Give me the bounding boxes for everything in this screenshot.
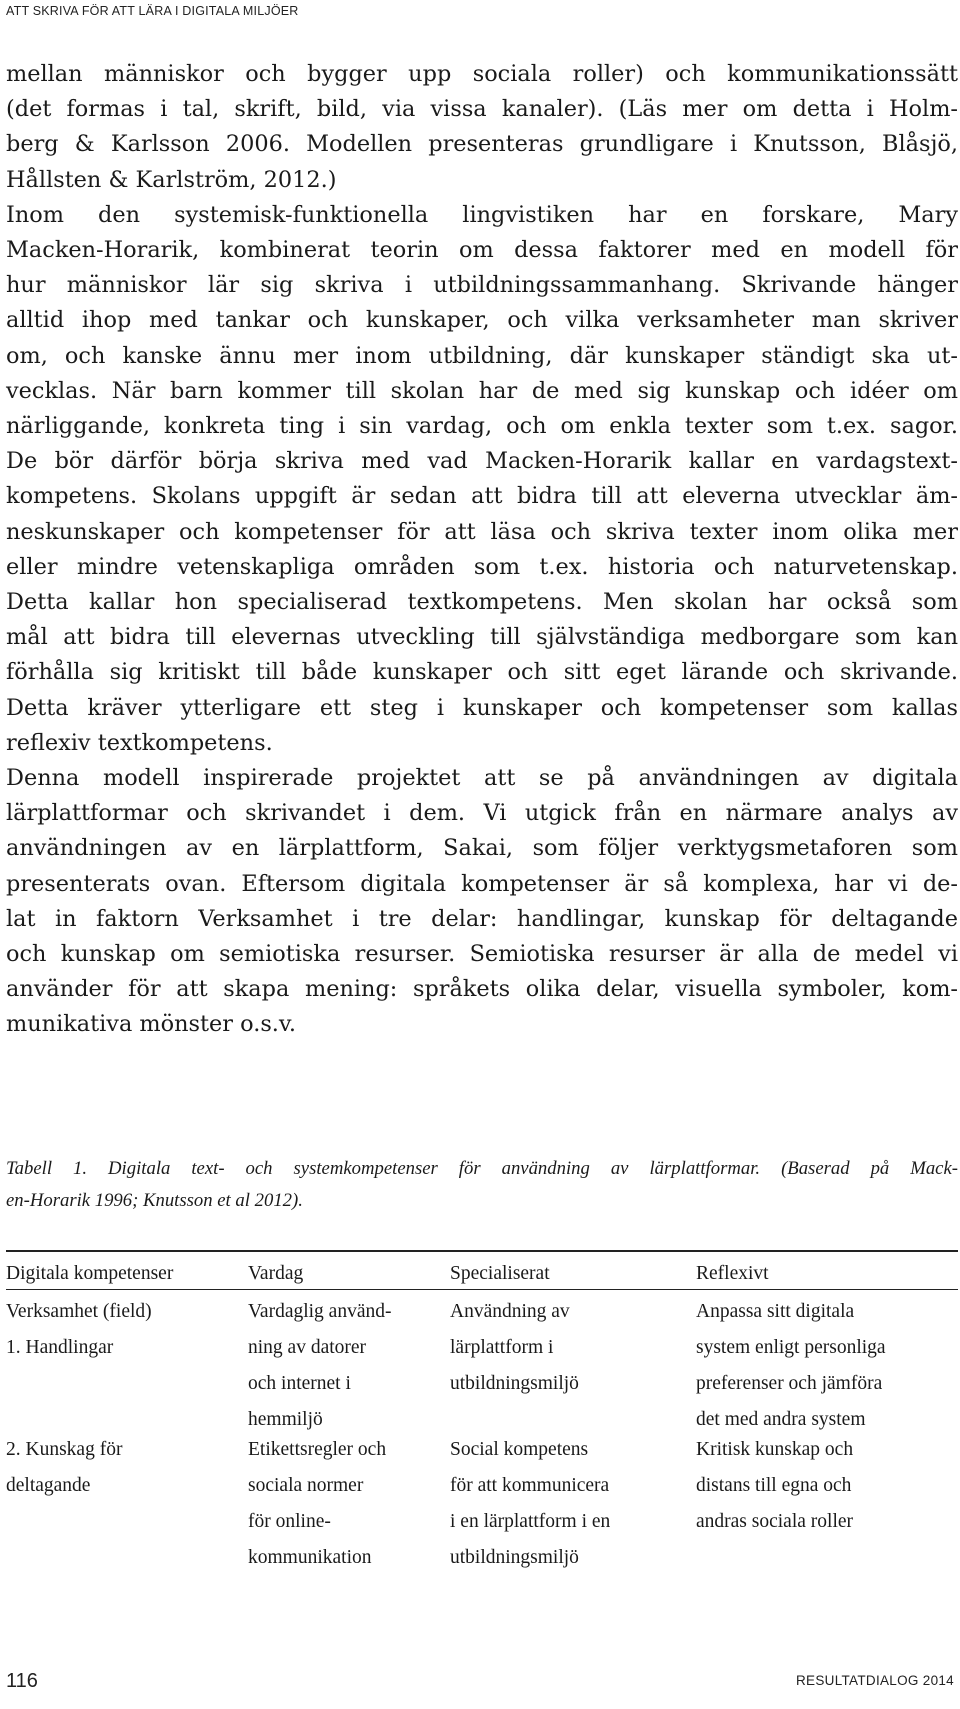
- text-line: vecklas. När barn kommer till skolan har de med sig kunskap och idéer om: [6, 377, 958, 404]
- body-text: [6, 57, 958, 1043]
- table-header-competences: Digitala kompetenser: [6, 1263, 174, 1284]
- text-line: om, och kanske ännu mer inom utbildning, där kunskaper ständigt ska ut-: [6, 342, 958, 369]
- table-cell-line: ning av datorer: [248, 1337, 367, 1358]
- text-line: Hållsten & Karlström, 2012.): [6, 166, 337, 193]
- text-line: lat in faktorn Verksamhet i tre delar: handlingar, kunskap för deltagande: [6, 905, 958, 932]
- text-line: Inom den systemisk-funktionella lingvistiken har en forskare, Mary: [6, 201, 958, 228]
- table-cell-line: utbildningsmiljö: [450, 1373, 579, 1394]
- text-line: De bör därför börja skriva med vad Macken-Horarik kallar en vardagstext-: [6, 448, 958, 475]
- table-cell: [450, 1294, 579, 1402]
- text-line: presenterats ovan. Eftersom digitala kompetenser är så komplexa, har vi de-: [6, 870, 958, 897]
- text-line: hur människor lär sig skriva i utbildningssammanhang. Skrivande hänger: [6, 272, 958, 299]
- table-cell-line: Etikettsregler och: [248, 1439, 387, 1460]
- table-cell-line: Användning av: [450, 1301, 570, 1322]
- text-line: lärplattformar och skrivandet i dem. Vi utgick från en närmare analys av: [6, 800, 958, 827]
- table-top-rule: [6, 1250, 958, 1252]
- text-line: kompetens. Skolans uppgift är sedan att bidra till att eleverna utvecklar äm-: [6, 483, 958, 510]
- table-cell-line: hemmiljö: [248, 1409, 323, 1430]
- table-cell-line: system enligt personliga: [696, 1337, 886, 1358]
- table-cell: [450, 1432, 610, 1576]
- text-line: (det formas i tal, skrift, bild, via vissa kanaler). (Läs mer om detta i Holm-: [6, 96, 958, 123]
- table-cell-line: utbildningsmiljö: [450, 1547, 579, 1568]
- table-cell-line: 1. Handlingar: [6, 1337, 114, 1358]
- table-cell-line: kommunikation: [248, 1547, 372, 1568]
- table-cell-line: sociala normer: [248, 1475, 364, 1496]
- text-line: mellan människor och bygger upp sociala roller) och kommunikationssätt: [6, 61, 958, 87]
- table-cell-line: lärplattform i: [450, 1337, 554, 1358]
- table-cell-line: och internet i: [248, 1373, 351, 1394]
- table-cell: [248, 1432, 386, 1576]
- text-line: Detta kräver ytterligare ett steg i kunskaper och kompetenser som kallas: [6, 694, 958, 721]
- text-line: användningen av en lärplattform, Sakai, som följer verktygsmetaforen som: [6, 835, 958, 862]
- table-cell: [6, 1432, 122, 1504]
- text-line: Denna modell inspirerade projektet att se på användningen av digitala: [6, 765, 958, 792]
- table-cell-line: Anpassa sitt digitala: [696, 1301, 855, 1322]
- text-line: reflexiv textkompetens.: [6, 729, 273, 756]
- text-line: Detta kallar hon specialiserad textkompetens. Men skolan har också som: [6, 589, 958, 616]
- table-cell-line: det med andra system: [696, 1409, 866, 1430]
- text-line: mål att bidra till elevernas utveckling till självständiga medborgare som kan: [6, 624, 958, 651]
- text-line: förhålla sig kritiskt till både kunskaper och sitt eget lärande och skrivande.: [6, 659, 958, 686]
- table-cell-line: för att kommunicera: [450, 1475, 610, 1496]
- table-cell-line: Kritisk kunskap och: [696, 1439, 854, 1460]
- table-cell-line: andras sociala roller: [696, 1511, 854, 1532]
- table-header-reflexivt: Reflexivt: [696, 1263, 769, 1284]
- table-header-vardag: Vardag: [248, 1263, 304, 1284]
- caption-line: en-Horarik 1996; Knutsson et al 2012).: [6, 1190, 303, 1211]
- table-cell: [248, 1294, 392, 1438]
- caption-line: Tabell 1. Digitala text- och systemkompetenser för användning av lärplattformar. (Baserad på Mack-: [6, 1158, 958, 1179]
- table-cell-line: för online-: [248, 1511, 331, 1532]
- page-number: 116: [6, 1670, 38, 1692]
- table-header-rule: [6, 1289, 958, 1290]
- table-cell: [6, 1294, 152, 1366]
- text-line: Macken-Horarik, kombinerat teorin om dessa faktorer med en modell för: [6, 237, 958, 264]
- text-line: alltid ihop med tankar och kunskaper, och vilka verksamheter man skriver: [6, 307, 958, 334]
- table-cell: [696, 1294, 886, 1438]
- table-cell-line: distans till egna och: [696, 1475, 852, 1496]
- text-line: berg & Karlsson 2006. Modellen presenteras grundligare i Knutsson, Blåsjö,: [6, 131, 958, 158]
- table-caption: [6, 1153, 958, 1217]
- text-line: munikativa mönster o.s.v.: [6, 1011, 297, 1038]
- running-header: ATT SKRIVA FÖR ATT LÄRA I DIGITALA MILJÖER: [6, 4, 299, 18]
- table-cell-line: i en lärplattform i en: [450, 1511, 611, 1532]
- table-cell-line: deltagande: [6, 1475, 91, 1496]
- table-cell-line: Social kompetens: [450, 1439, 589, 1460]
- table-cell-line: Verksamhet (field): [6, 1301, 152, 1322]
- text-line: och kunskap om semiotiska resurser. Semiotiska resurser är alla de medel vi: [6, 941, 958, 968]
- publication-title: RESULTATDIALOG 2014: [795, 1673, 954, 1688]
- text-line: eller mindre vetenskapliga områden som t.ex. historia och naturvetenskap.: [6, 553, 958, 580]
- table-cell-line: 2. Kunskag för: [6, 1439, 123, 1460]
- table-cell-line: preferenser och jämföra: [696, 1373, 883, 1394]
- text-line: närliggande, konkreta ting i sin vardag, och om enkla texter som t.ex. sagor.: [6, 413, 958, 440]
- table-header-specialiserat: Specialiserat: [450, 1263, 550, 1284]
- table-cell-line: Vardaglig använd-: [248, 1301, 392, 1322]
- text-line: använder för att skapa mening: språkets olika delar, visuella symboler, kom-: [6, 976, 958, 1003]
- table-cell: [696, 1432, 853, 1540]
- text-line: neskunskaper och kompetenser för att läsa och skriva texter inom olika mer: [6, 518, 958, 545]
